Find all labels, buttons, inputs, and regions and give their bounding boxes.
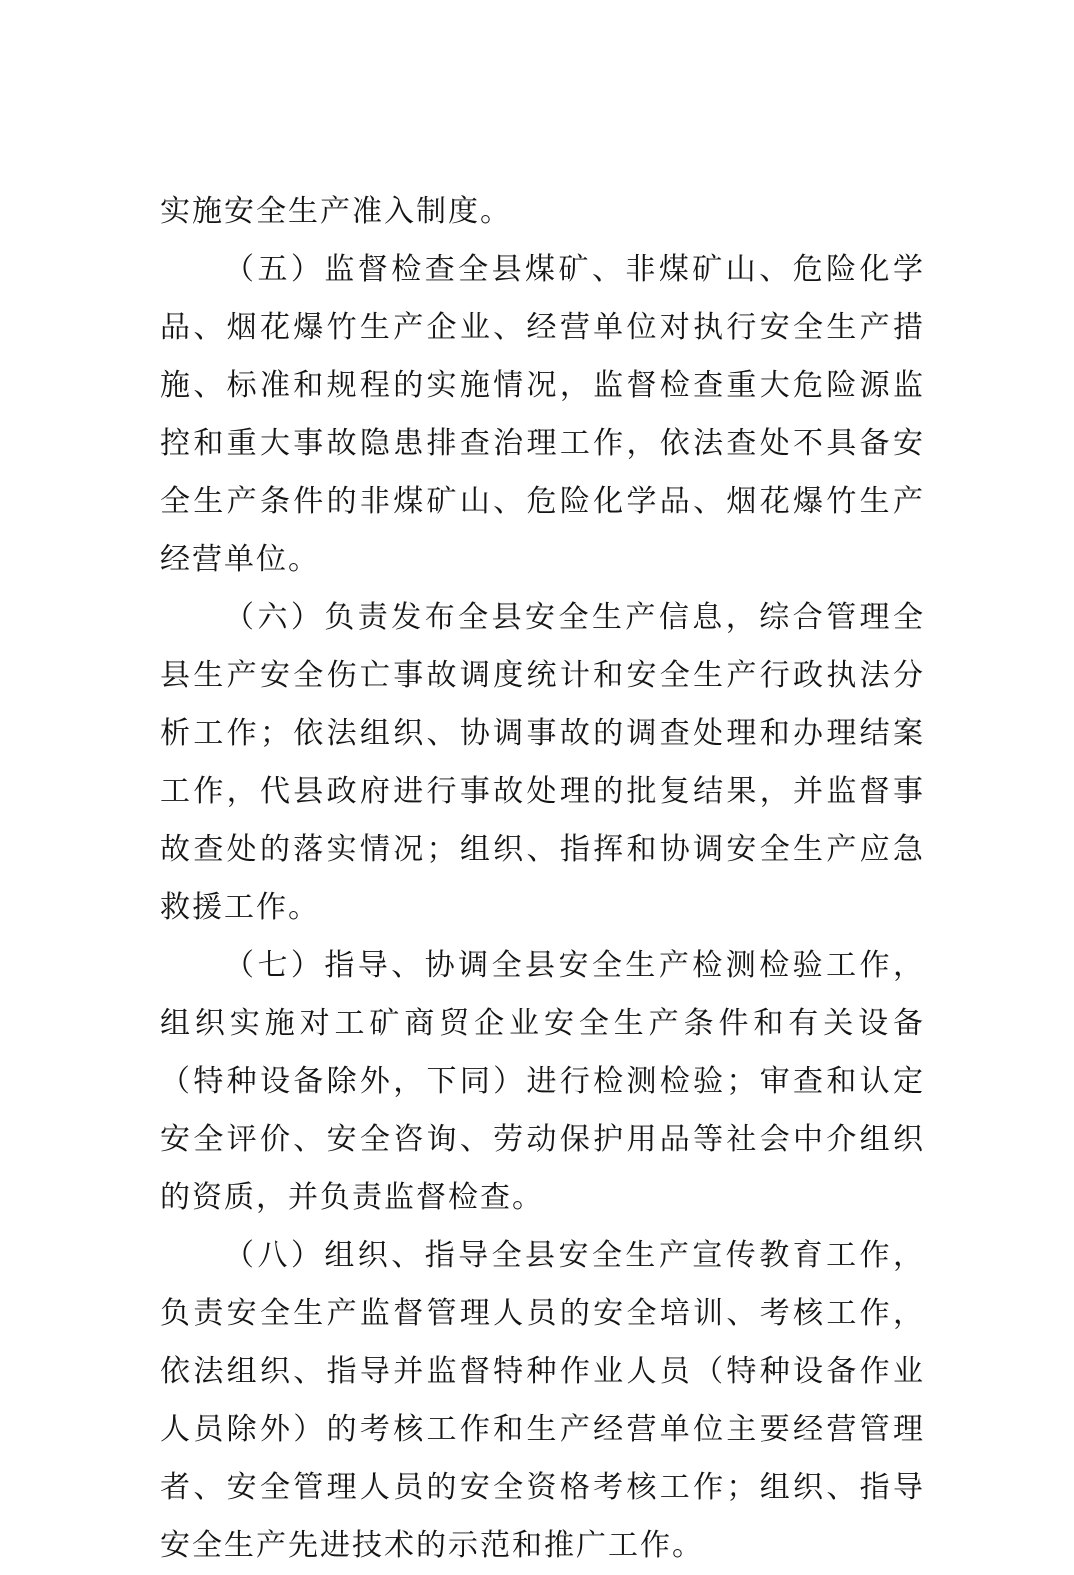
- document-body: [160, 183, 925, 1575]
- paragraph-item-7: （七）指导、协调全县安全生产检测检验工作，组织实施对工矿商贸企业安全生产条件和有关设备（特种设备除外，下同）进行检测检验；审查和认定安全评价、安全咨询、劳动保护用品等社会中介组织的资质，并负责监督检查。: [160, 948, 925, 1215]
- paragraph-item-8: （八）组织、指导全县安全生产宣传教育工作，负责安全生产监督管理人员的安全培训、考核工作，依法组织、指导并监督特种作业人员（特种设备作业人员除外）的考核工作和生产经营单位主要经营管理者、安全管理人员的安全资格考核工作；组织、指导安全生产先进技术的示范和推广工作。: [160, 1238, 925, 1563]
- paragraph-item-5: （五）监督检查全县煤矿、非煤矿山、危险化学品、烟花爆竹生产企业、经营单位对执行安全生产措施、标准和规程的实施情况，监督检查重大危险源监控和重大事故隐患排查治理工作，依法查处不具备安全生产条件的非煤矿山、危险化学品、烟花爆竹生产经营单位。: [160, 252, 925, 577]
- paragraph-continuation: 实施安全生产准入制度。: [160, 194, 512, 229]
- paragraph-item-6: （六）负责发布全县安全生产信息，综合管理全县生产安全伤亡事故调度统计和安全生产行政执法分析工作；依法组织、协调事故的调查处理和办理结案工作，代县政府进行事故处理的批复结果，并监督事故查处的落实情况；组织、指挥和协调安全生产应急救援工作。: [160, 600, 925, 925]
